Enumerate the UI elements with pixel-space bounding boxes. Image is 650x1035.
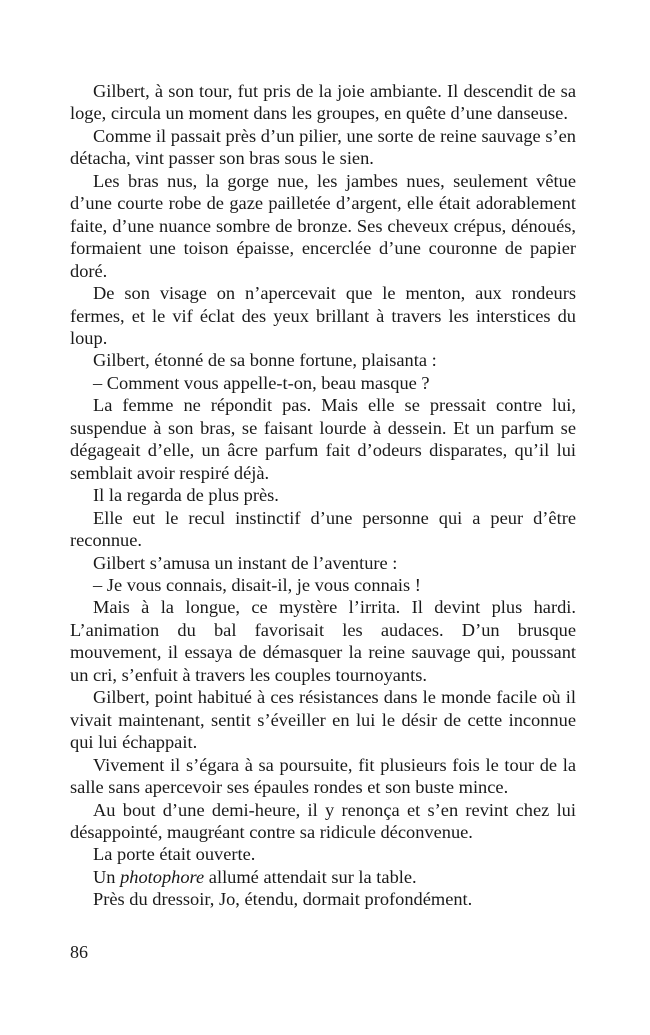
paragraph: Comme il passait près d’un pilier, une sorte de reine sauvage s’en détacha, vint passer son bras sous le sien. xyxy=(70,125,576,169)
paragraph: Gilbert, à son tour, fut pris de la joie ambiante. Il descendit de sa loge, circula un moment dans les groupes, en quête d’une danseuse. xyxy=(70,81,576,124)
paragraph-photophore xyxy=(70,866,576,888)
paragraph: La femme ne répondit pas. Mais elle se pressait contre lui, suspendue à son bras, se faisant lourde à dessein. Et un parfum se dégageait d’elle, un âcre parfum fait d’odeurs disparates, qu’il lui semblait avoir respiré déjà. xyxy=(70,395,576,483)
paragraph: Mais à la longue, ce mystère l’irrita. Il devint plus hardi. L’animation du bal favorisait les audaces. D’un brusque mouvement, il essaya de démasquer la reine sauvage qui, poussant un cri, s’enfuit à travers les couples tournoyants. xyxy=(70,597,576,685)
paragraph: Gilbert, point habitué à ces résistances dans le monde facile où il vivait maintenant, sentit s’éveiller en lui le désir de cette inconnue qui lui échappait. xyxy=(70,687,576,753)
page-number: 86 xyxy=(70,942,88,962)
italic-word: photophore xyxy=(120,866,205,887)
page-body xyxy=(70,80,576,911)
paragraph: Elle eut le recul instinctif d’une personne qui a peur d’être reconnue. xyxy=(70,507,576,551)
text-run: Un xyxy=(93,866,121,887)
text-run: allumé attendait sur la table. xyxy=(204,866,417,887)
paragraph: Gilbert, étonné de sa bonne fortune, plaisanta : xyxy=(93,350,437,371)
dialogue-line: – Je vous connais, disait-il, je vous connais ! xyxy=(93,574,421,595)
paragraph: Près du dressoir, Jo, étendu, dormait profondément. xyxy=(93,889,473,910)
paragraph: La porte était ouverte. xyxy=(93,844,256,865)
paragraph: Il la regarda de plus près. xyxy=(93,485,279,506)
paragraph: Au bout d’une demi-heure, il y renonça et s’en revint chez lui désappointé, maugréant contre sa ridicule déconvenue. xyxy=(70,799,576,842)
paragraph: De son visage on n’apercevait que le menton, aux rondeurs fermes, et le vif éclat des yeux brillant à travers les interstices du loup. xyxy=(70,283,576,348)
paragraph: Vivement il s’égara à sa poursuite, fit plusieurs fois le tour de la salle sans apercevoir ses épaules rondes et son buste mince. xyxy=(70,754,576,798)
paragraph: Gilbert s’amusa un instant de l’aventure : xyxy=(93,552,398,573)
paragraph: Les bras nus, la gorge nue, les jambes nues, seulement vêtue d’une courte robe de gaze pailletée d’argent, elle était adorablement faite, d’une nuance sombre de bronze. Ses cheveux crépus, dénoués, formaient une toison épaisse, encerclée d’une couronne de papier doré. xyxy=(70,170,576,281)
dialogue-line: – Comment vous appelle-t-on, beau masque ? xyxy=(93,372,430,393)
